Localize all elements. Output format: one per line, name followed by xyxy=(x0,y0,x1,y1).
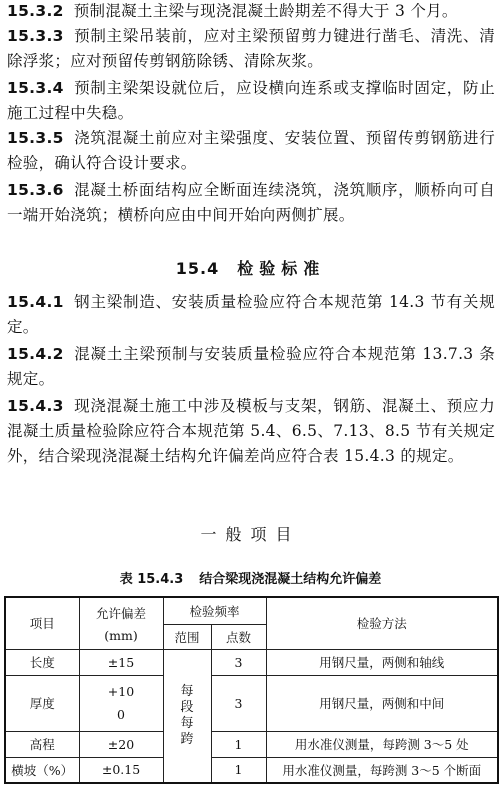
clause-number: 15.4.3 xyxy=(7,397,64,415)
cell-item: 高程 xyxy=(5,731,79,757)
cell-item: 厚度 xyxy=(5,675,79,731)
header-method: 检验方法 xyxy=(266,597,498,649)
cell-points: 3 xyxy=(211,649,266,675)
clause-15-3-5 xyxy=(7,126,495,176)
header-frequency: 检验频率 xyxy=(163,597,266,624)
clause-15-3-4 xyxy=(7,76,495,126)
header-tolerance-label: 允许偏差 xyxy=(95,605,146,621)
table-row xyxy=(5,649,498,675)
clause-number: 15.3.4 xyxy=(7,79,64,97)
table-row xyxy=(5,757,498,783)
cell-method: 用钢尺量，两侧和轴线 xyxy=(266,649,498,675)
clause-15-3-2 xyxy=(7,0,495,24)
clause-number: 15.3.5 xyxy=(7,129,64,147)
clause-number: 15.3.2 xyxy=(7,2,64,20)
clause-text: 预制混凝土主梁与现浇混凝土龄期差不得大于 3 个月。 xyxy=(73,2,458,20)
cell-tolerance: ±15 xyxy=(79,649,163,675)
clause-15-4-2 xyxy=(7,342,495,392)
general-items-heading: 一般项目 xyxy=(200,525,301,544)
cell-method: 用水准仪测量，每跨测 3～5 个断面 xyxy=(266,757,498,783)
header-tolerance-unit: (mm) xyxy=(104,627,138,643)
cell-tolerance: ±20 xyxy=(79,731,163,757)
clause-text: 预制主梁架设就位后，应设横向连系或支撑临时固定，防止施工过程中失稳。 xyxy=(7,79,495,122)
tolerance-upper: +10 xyxy=(107,684,135,699)
tolerance-table xyxy=(4,596,499,784)
table-row xyxy=(5,731,498,757)
clause-text: 现浇混凝土施工中涉及模板与支架，钢筋、混凝土、预应力混凝土质量检验除应符合本规范第 5.4、6.5、7.13、8.5 节有关规定外，结合梁现浇混凝土结构允许偏差尚应符合表 15.4.3 的规定。 xyxy=(7,397,495,465)
table-caption xyxy=(0,568,501,587)
clause-number: 15.4.2 xyxy=(7,345,64,363)
section-number: 15.4 xyxy=(175,259,220,278)
table-title: 结合梁现浇混凝土结构允许偏差 xyxy=(199,572,382,587)
header-range: 范围 xyxy=(163,624,211,649)
cell-points: 3 xyxy=(211,675,266,731)
table-number: 表 15.4.3 xyxy=(119,572,184,587)
header-tolerance xyxy=(79,597,163,649)
header-item: 项目 xyxy=(5,597,79,649)
cell-points: 1 xyxy=(211,731,266,757)
range-vertical-text: 每段每跨 xyxy=(180,683,194,747)
section-title: 检验标准 xyxy=(237,259,326,278)
clause-text: 钢主梁制造、安装质量检验应符合本规范第 14.3 节有关规定。 xyxy=(7,293,495,336)
cell-item: 长度 xyxy=(5,649,79,675)
clause-15-3-6 xyxy=(7,178,495,228)
clause-number: 15.3.6 xyxy=(7,181,64,199)
cell-item: 横坡（%） xyxy=(5,757,79,783)
clause-number: 15.3.3 xyxy=(7,27,64,45)
cell-method: 用水准仪测量，每跨测 3～5 处 xyxy=(266,731,498,757)
clause-15-4-1 xyxy=(7,290,495,340)
clause-15-3-3 xyxy=(7,24,495,74)
clause-number: 15.4.1 xyxy=(7,293,64,311)
header-points: 点数 xyxy=(211,624,266,649)
table-row xyxy=(5,675,498,731)
cell-range xyxy=(163,649,211,783)
cell-tolerance xyxy=(79,675,163,731)
cell-tolerance: ±0.15 xyxy=(79,757,163,783)
clause-text: 混凝土桥面结构应全断面连续浇筑，浇筑顺序，顺桥向可自一端开始浇筑；横桥向应由中间开始向两侧扩展。 xyxy=(7,181,495,224)
cell-method: 用钢尺量，两侧和中间 xyxy=(266,675,498,731)
clause-15-4-3 xyxy=(7,394,495,469)
cell-points: 1 xyxy=(211,757,266,783)
tolerance-lower: 0 xyxy=(117,707,125,722)
clause-text: 预制主梁吊装前，应对主梁预留剪力键进行凿毛、清洗、清除浮浆；应对预留传剪钢筋除锈、清除灰浆。 xyxy=(7,27,495,70)
clause-text: 浇筑混凝土前应对主梁强度、安装位置、预留传剪钢筋进行检验，确认符合设计要求。 xyxy=(7,129,495,172)
clause-text: 混凝土主梁预制与安装质量检验应符合本规范第 13.7.3 条规定。 xyxy=(7,345,495,388)
section-heading xyxy=(0,256,501,279)
